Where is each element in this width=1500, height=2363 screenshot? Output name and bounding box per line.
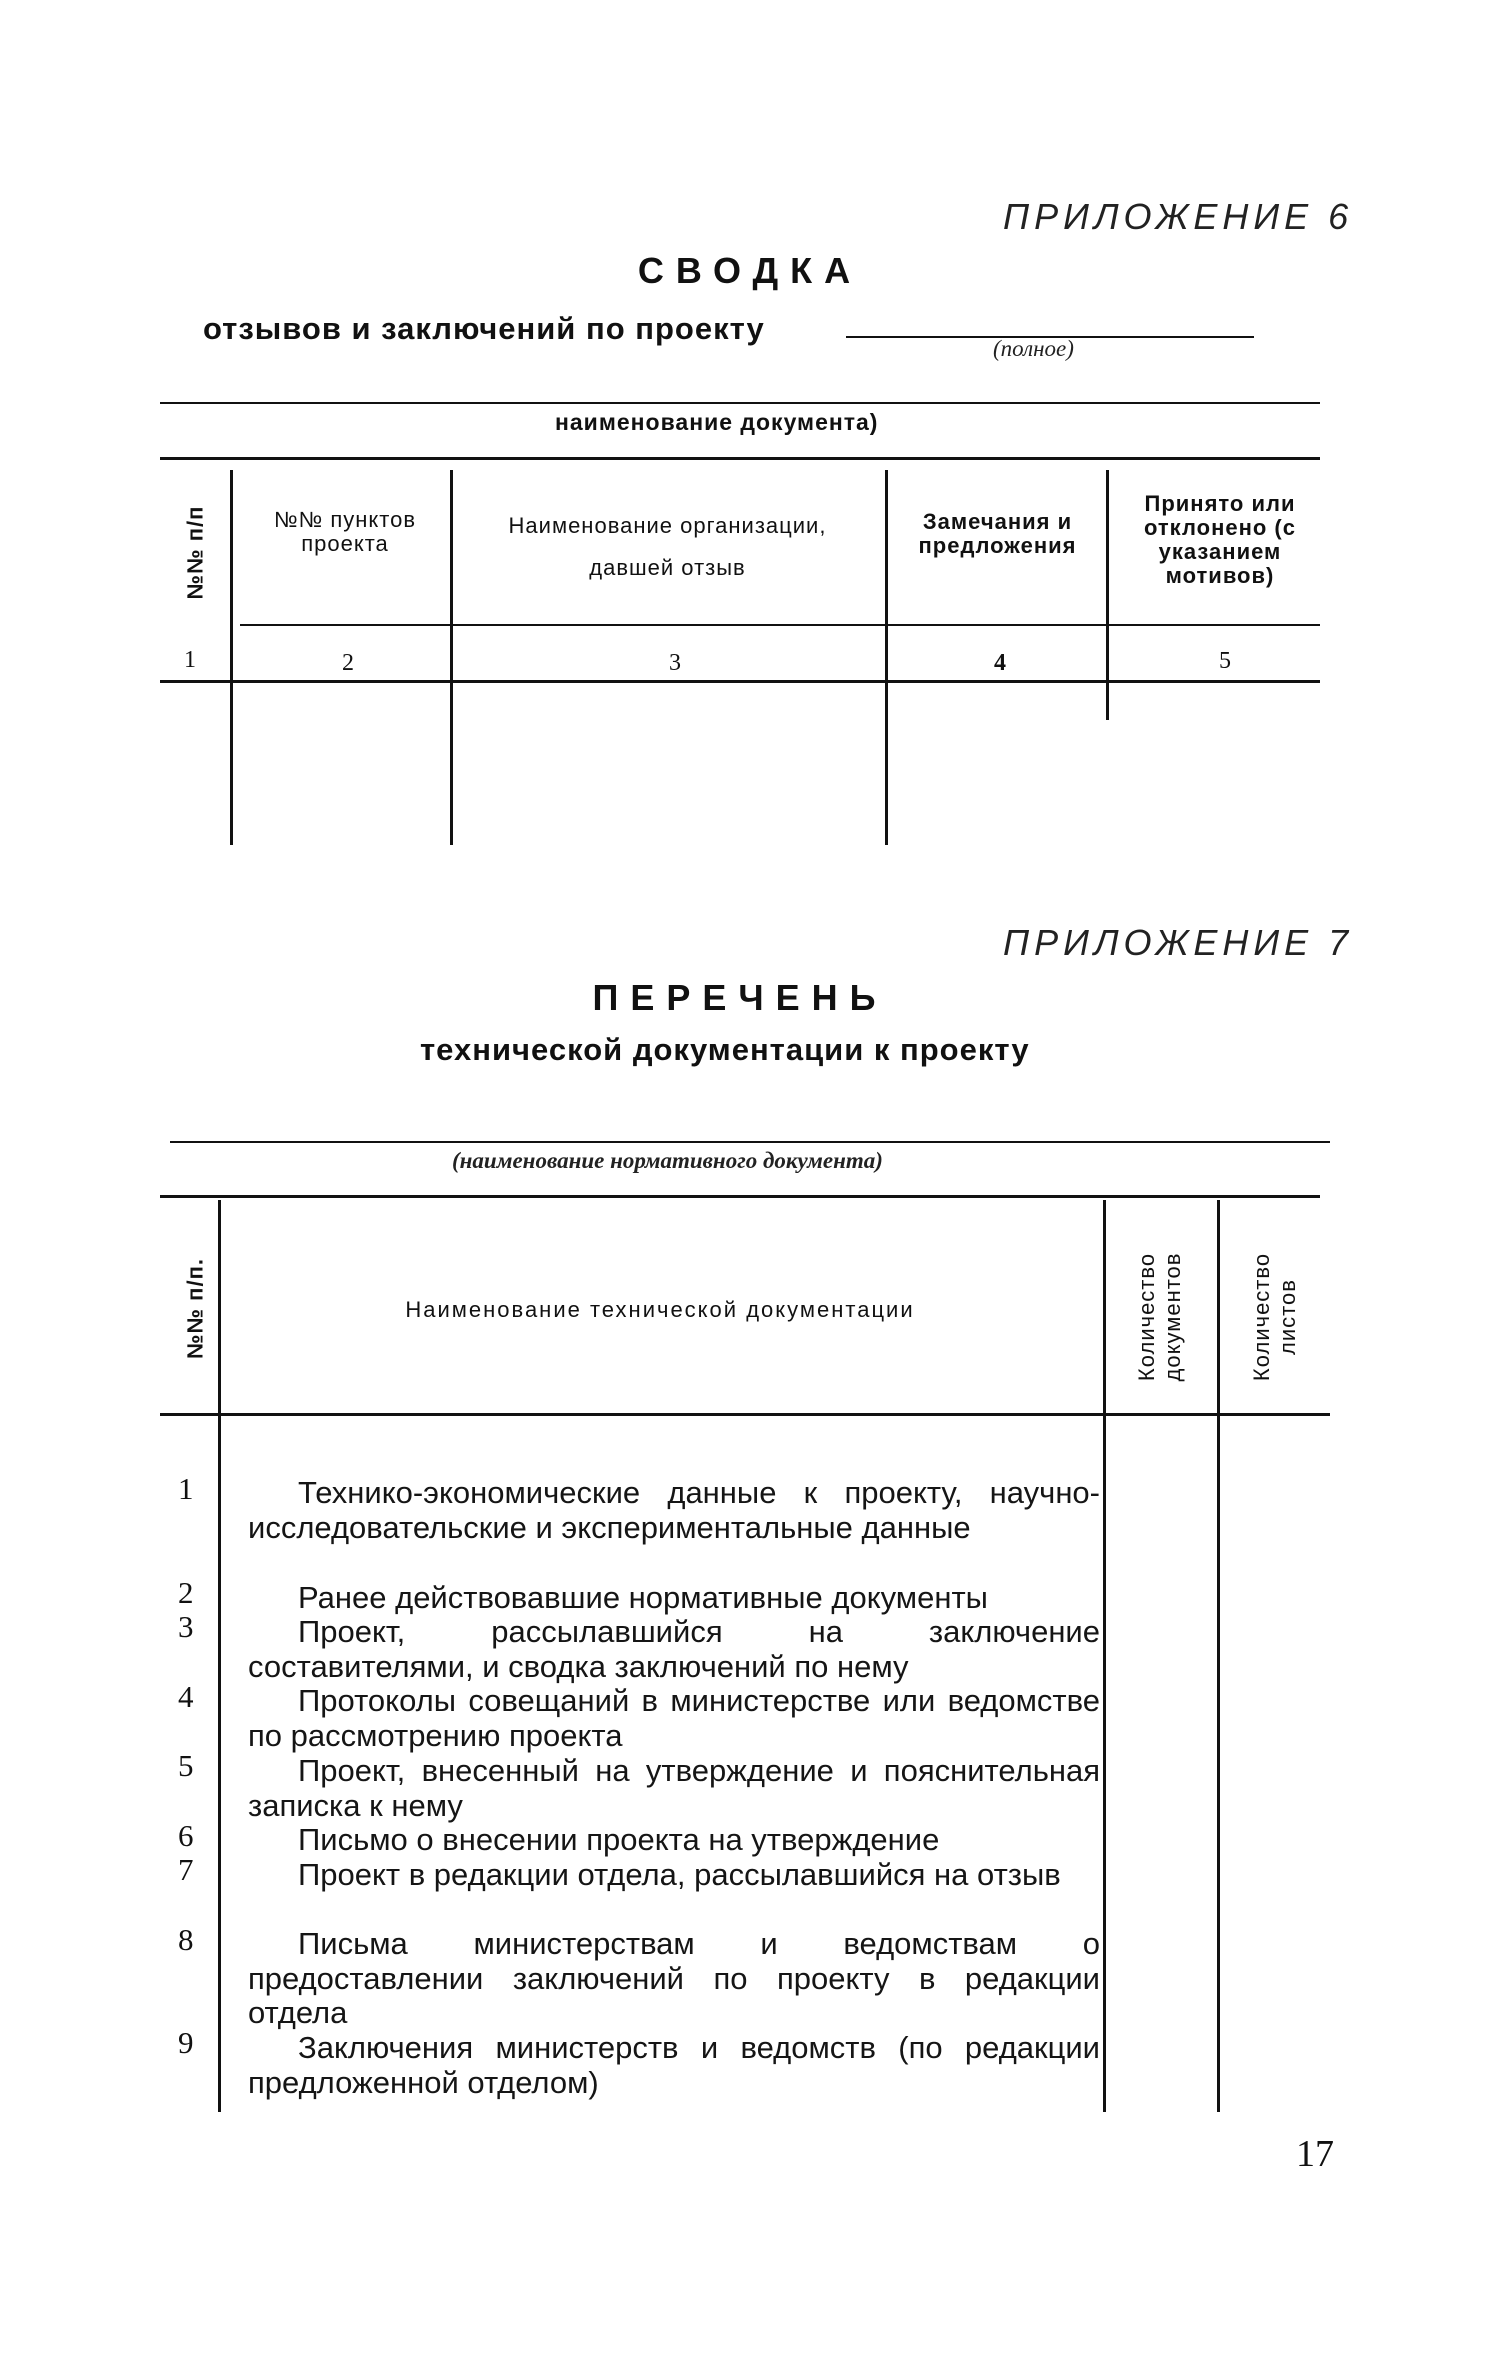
row-9-text xyxy=(248,2031,1100,2100)
row-1-num: 1 xyxy=(178,1471,194,1506)
normative-doc-line xyxy=(170,1141,1330,1143)
table6-col-divider-2 xyxy=(450,470,453,845)
list-title: ПЕРЕЧЕНЬ xyxy=(592,977,888,1018)
table6-top-border xyxy=(160,457,1320,460)
row-2-text xyxy=(248,1581,1100,1616)
row-2-num: 2 xyxy=(178,1575,194,1610)
row-4-label: Протоколы совещаний в министерстве или ведомстве по рассмотрению проекта xyxy=(248,1683,1100,1753)
summary-subtitle: отзывов и заключений по проекту xyxy=(203,311,765,346)
page-number: 17 xyxy=(1296,2133,1334,2175)
row-2-label: Ранее действовавшие нормативные документы xyxy=(298,1580,988,1615)
table6-header-decision: Принято или отклонено (с указанием мотивов) xyxy=(1144,491,1296,588)
table6-header-bottom xyxy=(240,624,1320,626)
row-1-label: Технико-экономические данные к проекту, научно-исследовательские и экспериментальные данные xyxy=(248,1475,1100,1545)
table7-header-name: Наименование технической документации xyxy=(405,1297,915,1322)
table6-colnum-3: 3 xyxy=(669,650,681,676)
table6-colnum-2: 2 xyxy=(342,650,354,676)
table6-header-items: №№ пунктов проекта xyxy=(274,507,416,556)
row-5-text xyxy=(248,1754,1100,1823)
table7-header-sheet-count: Количество листов xyxy=(1249,1252,1300,1382)
table7-top-border xyxy=(160,1195,1320,1198)
table7-col-divider-1 xyxy=(218,1200,221,2112)
table6-colnum-1: 1 xyxy=(184,647,196,673)
row-1-text xyxy=(248,1476,1100,1545)
row-6-text xyxy=(248,1823,1100,1858)
row-6-label: Письмо о внесении проекта на утверждение xyxy=(298,1822,940,1857)
caption-normative-doc: (наименование нормативного документа) xyxy=(452,1148,883,1173)
row-5-label: Проект, внесенный на утверждение и пояснительная записка к нему xyxy=(248,1753,1100,1823)
summary-title: СВОДКА xyxy=(637,250,863,291)
row-9-label: Заключения министерств и ведомств (по редакции предложенной отделом) xyxy=(248,2030,1100,2100)
row-8-label: Письма министерствам и ведомствам о предоставлении заключений по проекту в редакции отдела xyxy=(248,1926,1100,2030)
table7-header-bottom xyxy=(160,1413,1330,1416)
table7-header-doc-count: Количество документов xyxy=(1134,1252,1185,1382)
table6-col-divider-3 xyxy=(885,470,888,845)
table6-numbers-bottom xyxy=(160,680,1320,683)
list-subtitle: технической документации к проекту xyxy=(420,1032,1030,1067)
row-7-text xyxy=(248,1858,1100,1893)
table7-col-divider-2 xyxy=(1103,1200,1106,2112)
appendix-7-label: ПРИЛОЖЕНИЕ 7 xyxy=(1003,922,1354,963)
table7-col-divider-3 xyxy=(1217,1200,1220,2112)
row-7-num: 7 xyxy=(178,1852,194,1887)
row-4-num: 4 xyxy=(178,1679,194,1714)
row-3-num: 3 xyxy=(178,1609,194,1644)
table6-header-remarks: Замечания и предложения xyxy=(918,509,1077,558)
row-8-num: 8 xyxy=(178,1922,194,1957)
row-3-text xyxy=(248,1615,1100,1684)
table6-col-divider-1 xyxy=(230,470,233,845)
row-5-num: 5 xyxy=(178,1748,194,1783)
table6-colnum-4: 4 xyxy=(994,650,1006,676)
table6-header-org: Наименование организации, давшей отзыв xyxy=(508,513,827,580)
row-7-label: Проект в редакции отдела, рассылавшийся на отзыв xyxy=(298,1857,1061,1892)
table7-header-num: №№ п/п. xyxy=(182,1258,208,1359)
row-3-label: Проект, рассылавшийся на заключение составителями, и сводка заключений по нему xyxy=(248,1614,1100,1684)
table6-col-divider-4 xyxy=(1106,470,1109,720)
row-8-text xyxy=(248,1927,1100,2031)
appendix-6-label: ПРИЛОЖЕНИЕ 6 xyxy=(1003,196,1354,237)
row-9-num: 9 xyxy=(178,2025,194,2060)
table6-header-num: №№ п/п xyxy=(182,505,208,600)
row-6-num: 6 xyxy=(178,1818,194,1853)
row-4-text xyxy=(248,1684,1100,1753)
caption-doc-name: наименование документа) xyxy=(555,409,879,435)
caption-full: (полное) xyxy=(993,336,1074,361)
doc-name-line xyxy=(160,402,1320,404)
table6-colnum-5: 5 xyxy=(1219,648,1231,674)
